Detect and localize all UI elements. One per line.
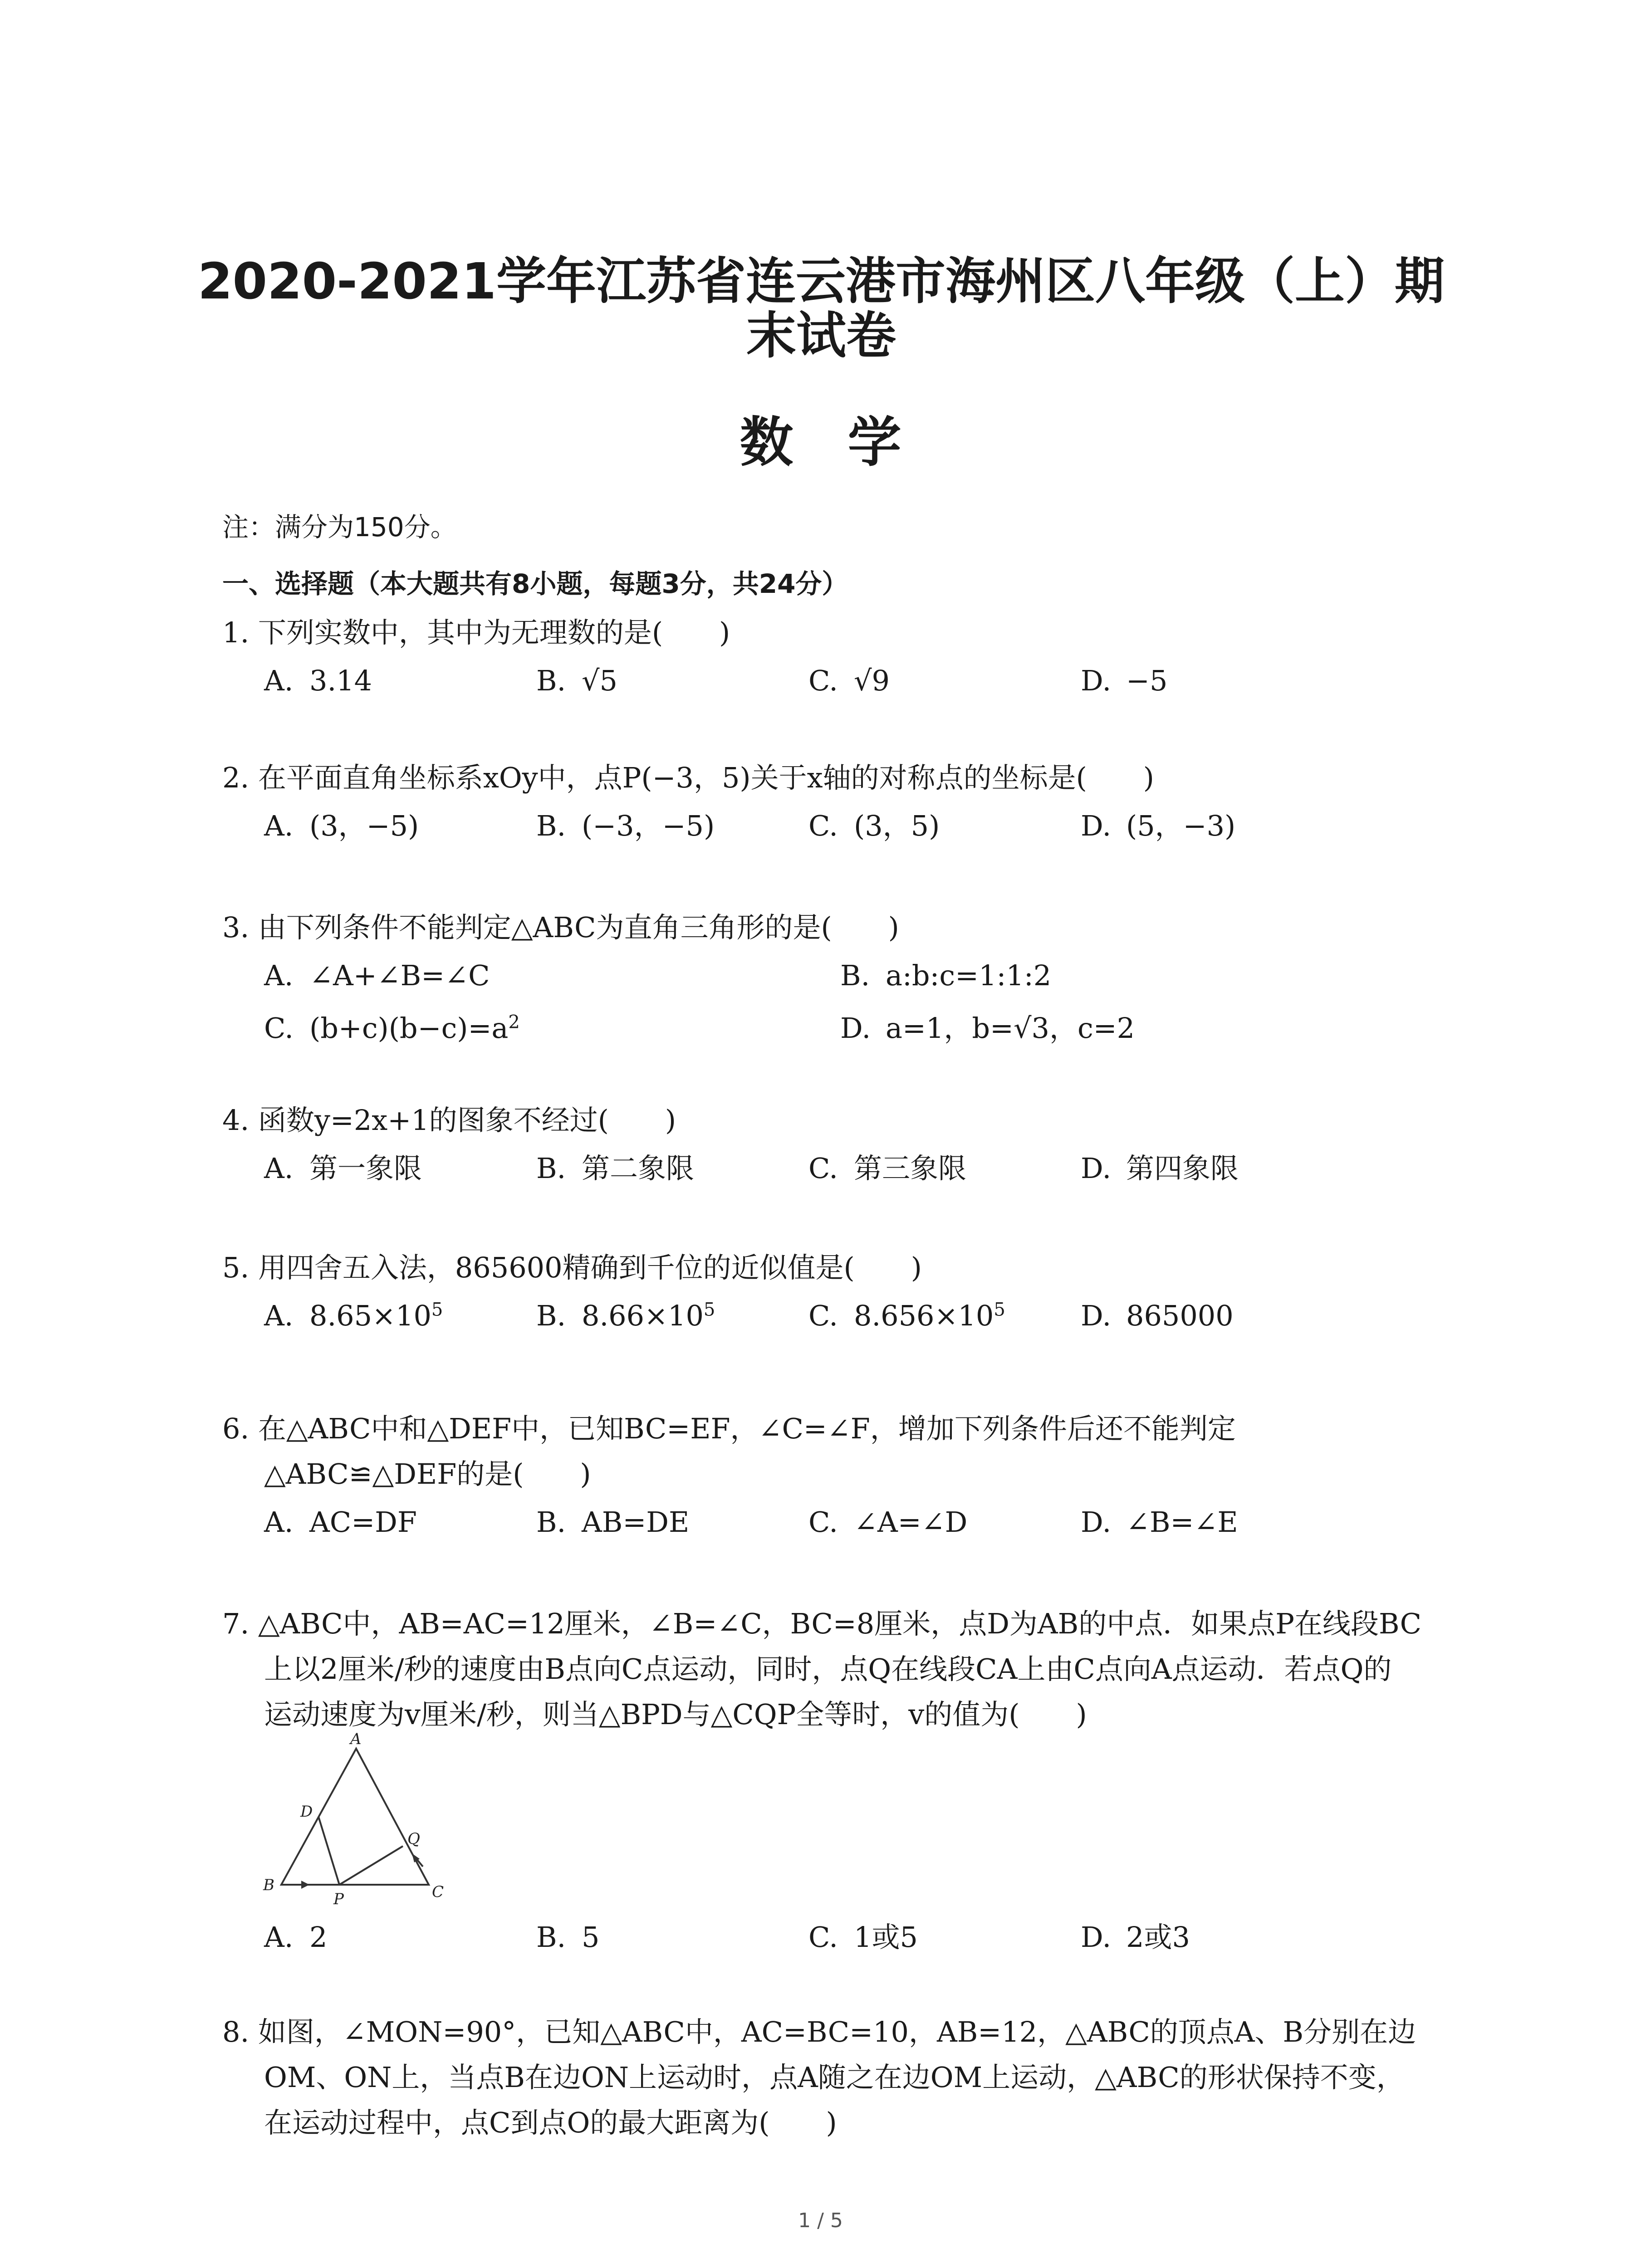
- option-d: D. −5: [1081, 664, 1168, 697]
- option-a: A. (3，−5): [264, 809, 419, 842]
- question-7-options: [222, 1912, 1456, 1960]
- option-b: B. (−3，−5): [536, 809, 715, 842]
- question-4: [222, 1098, 1456, 1191]
- question-stem: 1. 下列实数中，其中为无理数的是( ): [222, 616, 730, 649]
- question-stem: 6. 在△ABC中和△DEF中，已知BC=EF，∠C=∠F，增加下列条件后还不能判定: [222, 1412, 1236, 1445]
- options-row: [222, 1146, 1456, 1191]
- options-row: [222, 803, 1456, 849]
- question-stem-continued: 上以2厘米/秒的速度由B点向C点运动，同时，点Q在线段CA上由C点向A点运动．若点Q的: [264, 1652, 1392, 1686]
- options-row: [222, 658, 1456, 704]
- label-p: P: [333, 1890, 344, 1908]
- option-b: B. $8.66\times 10^5$: [536, 1299, 715, 1332]
- option-c: C. 第三象限: [808, 1152, 967, 1185]
- label-a: A: [350, 1730, 362, 1748]
- options-row: [222, 1915, 1456, 1960]
- question-stem-continued: OM、ON上，当点B在边ON上运动时，点A随之在边OM上运动，△ABC的形状保持不变，: [264, 2061, 1405, 2094]
- option-c: C. √9: [808, 664, 890, 697]
- label-d: D: [300, 1803, 313, 1821]
- triangle-figure-q7: [259, 1728, 458, 1910]
- question-stem: 4. 函数y=2x+1的图象不经过( ): [222, 1104, 676, 1137]
- segment-pq: [339, 1846, 403, 1885]
- options-row: [222, 1293, 1456, 1339]
- option-d: D. 865000: [1081, 1299, 1234, 1332]
- option-c: C. ∠A=∠D: [808, 1505, 968, 1539]
- option-b: B. 第二象限: [536, 1152, 695, 1185]
- question-stem: 5. 用四舍五入法，865600精确到千位的近似值是( ): [222, 1251, 922, 1284]
- section-heading-choice: 一、选择题（本大题共有8小题，每题3分，共24分）: [222, 568, 848, 599]
- option-d: D. 第四象限: [1081, 1152, 1239, 1185]
- exam-title-line1: 2020-2021学年江苏省连云港市海州区八年级（上）期: [198, 252, 1445, 310]
- option-d: D. (5，−3): [1081, 809, 1236, 842]
- segment-dp: [318, 1817, 339, 1885]
- option-b: B. √5: [536, 664, 617, 697]
- option-a: A. 第一象限: [264, 1152, 422, 1185]
- question-1: [222, 610, 1456, 704]
- option-b: B. a:b:c=1:1:2: [840, 959, 1052, 992]
- label-b: B: [263, 1876, 274, 1894]
- option-c: C. (3，5): [808, 809, 940, 842]
- option-d: D. 2或3: [1081, 1921, 1190, 1954]
- option-a: A. 2: [264, 1921, 328, 1954]
- question-3: [222, 905, 1456, 1056]
- question-stem-continued: 运动速度为v厘米/秒，则当△BPD与△CQP全等时，v的值为( ): [264, 1698, 1087, 1731]
- question-stem-continued: 在运动过程中，点C到点O的最大距离为( ): [264, 2106, 837, 2139]
- option-d: D. ∠B=∠E: [1081, 1505, 1238, 1539]
- question-stem: 2. 在平面直角坐标系xOy中，点P(−3，5)关于x轴的对称点的坐标是( ): [222, 761, 1154, 794]
- option-a: A. 3.14: [264, 664, 372, 697]
- question-7: [222, 1601, 1456, 1737]
- option-c: C. $8.656\times 10^5$: [808, 1299, 1005, 1332]
- question-8: [222, 2009, 1456, 2146]
- option-a: A. ∠A+∠B=∠C: [264, 959, 490, 992]
- exam-title-line2: 末试卷: [746, 307, 896, 365]
- question-6: [222, 1406, 1456, 1545]
- question-stem: 8. 如图，∠MON=90°，已知△ABC中，AC=BC=10，AB=12，△ABC的顶点A、B分别在边: [222, 2015, 1416, 2048]
- option-c: C. $(b+c)(b-c)=a^2$: [264, 1012, 520, 1045]
- question-5: [222, 1245, 1456, 1339]
- option-b: B. AB=DE: [536, 1505, 690, 1539]
- subject-heading: 数学: [740, 411, 956, 474]
- question-stem: 7. △ABC中，AB=AC=12厘米，∠B=∠C，BC=8厘米，点D为AB的中点．如果点P在线段BC: [222, 1607, 1422, 1640]
- question-2: [222, 755, 1456, 849]
- options-row: [222, 1500, 1456, 1545]
- label-c: C: [432, 1883, 444, 1901]
- page-number: 1 / 5: [798, 2209, 843, 2232]
- question-stem-continued: △ABC≌△DEF的是( ): [264, 1457, 591, 1491]
- question-stem: 3. 由下列条件不能判定△ABC为直角三角形的是( ): [222, 911, 899, 944]
- option-d: D. a=1，b=√3，c=2: [840, 1012, 1135, 1045]
- option-a: A. $8.65\times 10^5$: [264, 1299, 443, 1332]
- option-b: B. 5: [536, 1921, 600, 1954]
- score-note: 注：满分为150分。: [222, 512, 457, 543]
- option-a: A. AC=DF: [264, 1505, 417, 1539]
- arrowhead-icon: [301, 1881, 309, 1889]
- option-c: C. 1或5: [808, 1921, 918, 1954]
- options-row: [222, 953, 1456, 1003]
- label-q: Q: [407, 1830, 420, 1848]
- options-row: [222, 1006, 1456, 1056]
